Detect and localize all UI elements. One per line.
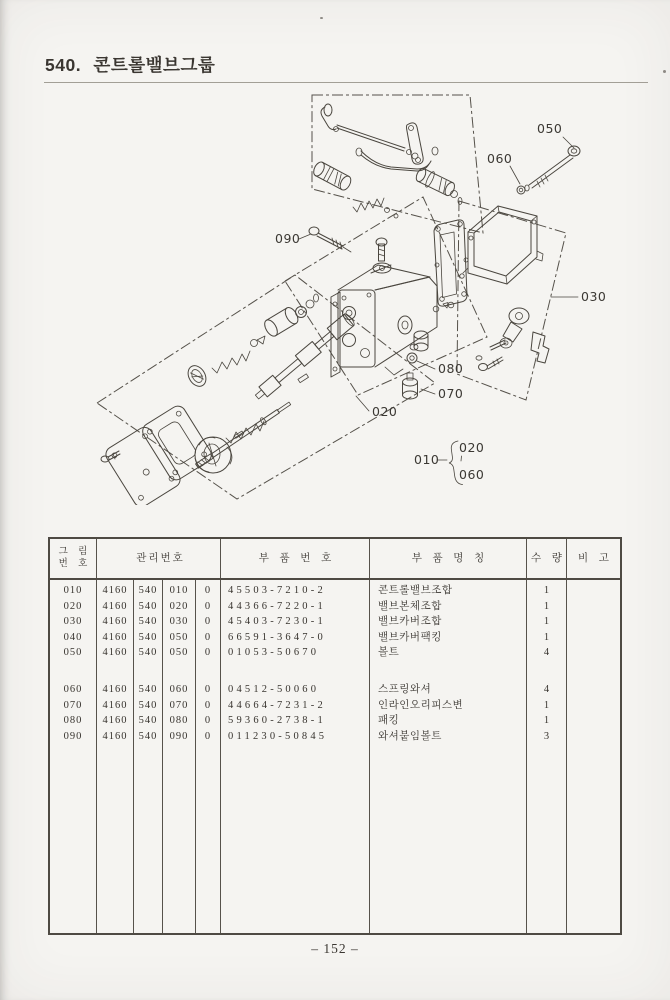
cell-fig: 020 — [50, 599, 97, 615]
assembly-item-bottom: 060 — [459, 467, 485, 482]
cell-qty: 1 — [527, 630, 567, 646]
spacer-cell — [196, 661, 221, 682]
cell-part_no: 66591-3647-0 — [221, 630, 370, 646]
cell-remarks — [567, 645, 620, 661]
header-part-no — [221, 539, 370, 578]
cell-name: 스프링와셔 — [370, 682, 527, 698]
cell-m4: 0 — [196, 713, 221, 729]
cell-remarks — [567, 713, 620, 729]
cell-m3: 060 — [163, 682, 196, 698]
cell-m1: 4160 — [97, 698, 134, 714]
spacer-cell — [221, 661, 370, 682]
callout-070: 070 — [438, 386, 464, 401]
cell-remarks — [567, 682, 620, 698]
cell-part_no: 59360-2738-1 — [221, 713, 370, 729]
cell-qty: 3 — [527, 729, 567, 745]
bolt-050 — [525, 146, 580, 191]
valve-body — [331, 238, 437, 377]
filler-cell — [196, 744, 221, 933]
bolt-090 — [309, 227, 351, 252]
table-row — [50, 729, 620, 745]
cell-m1: 4160 — [97, 713, 134, 729]
cell-m3: 050 — [163, 630, 196, 646]
header-part-name-label: 부 품 명 칭 — [411, 552, 489, 564]
cell-m1: 4160 — [97, 630, 134, 646]
exploded-diagram — [85, 85, 625, 505]
cell-name: 패킹 — [370, 713, 527, 729]
cell-m3: 080 — [163, 713, 196, 729]
header-remarks — [567, 539, 620, 578]
cell-part_no: 04512-50060 — [221, 682, 370, 698]
cell-name: 와셔붙임볼트 — [370, 729, 527, 745]
cell-fig: 080 — [50, 713, 97, 729]
cell-m3: 090 — [163, 729, 196, 745]
spacer-cell — [97, 661, 134, 682]
cell-name: 밸브카버팩킹 — [370, 630, 527, 646]
cell-remarks — [567, 583, 620, 599]
exploded-diagram-svg — [85, 85, 625, 505]
assembly-item-top: 020 — [459, 440, 485, 455]
cell-m2: 540 — [134, 583, 163, 599]
cell-m1: 4160 — [97, 583, 134, 599]
table-row — [50, 645, 620, 661]
cell-m2: 540 — [134, 630, 163, 646]
cell-m2: 540 — [134, 713, 163, 729]
header-remarks-label: 비 고 — [578, 552, 613, 564]
header-part-name — [370, 539, 527, 578]
table-row — [50, 583, 620, 599]
filler-cell — [97, 744, 134, 933]
filler-cell — [221, 744, 370, 933]
table-row — [50, 713, 620, 729]
cell-remarks — [567, 630, 620, 646]
cell-qty: 1 — [527, 698, 567, 714]
cover-bracket-parts — [476, 308, 549, 371]
cell-m1: 4160 — [97, 682, 134, 698]
cell-m3: 050 — [163, 645, 196, 661]
cell-name: 인라인오리피스변 — [370, 698, 527, 714]
cell-remarks — [567, 599, 620, 615]
cell-qty: 1 — [527, 599, 567, 615]
table-body — [50, 580, 620, 933]
cell-name: 콘트롤밸브조합 — [370, 583, 527, 599]
table-header-row — [50, 539, 620, 580]
cell-part_no: 45403-7230-1 — [221, 614, 370, 630]
assembly-main-label: 010 — [414, 452, 440, 467]
spacer-cell — [50, 661, 97, 682]
cell-remarks — [567, 614, 620, 630]
cell-m2: 540 — [134, 614, 163, 630]
cell-qty: 1 — [527, 614, 567, 630]
cell-part_no: 44366-7220-1 — [221, 599, 370, 615]
cell-qty: 4 — [527, 682, 567, 698]
callout-060: 060 — [487, 151, 513, 166]
spacer-cell — [370, 661, 527, 682]
table-row — [50, 614, 620, 630]
cell-part_no: 011230-50845 — [221, 729, 370, 745]
page-title: 540. 콘트롤밸브그룹 — [45, 55, 216, 75]
spacer-cell — [163, 661, 196, 682]
cell-fig: 050 — [50, 645, 97, 661]
filler-cell — [163, 744, 196, 933]
spacer-cell — [567, 661, 620, 682]
filler-row — [50, 744, 620, 933]
filler-cell — [370, 744, 527, 933]
table-row — [50, 630, 620, 646]
header-fig-line2: 번 호 — [58, 558, 92, 569]
filler-cell — [567, 744, 620, 933]
cell-m3: 070 — [163, 698, 196, 714]
scan-speck — [663, 70, 666, 73]
cell-m4: 0 — [196, 682, 221, 698]
header-qty — [527, 539, 567, 578]
header-part-no-label: 부 품 번 호 — [258, 552, 336, 564]
callout-030: 030 — [581, 289, 607, 304]
cell-qty: 4 — [527, 645, 567, 661]
cell-part_no: 45503-7210-2 — [221, 583, 370, 599]
linkage-parts — [312, 104, 462, 218]
header-qty-label: 수 량 — [531, 552, 566, 564]
title-underline — [44, 82, 648, 83]
spacer-cell — [134, 661, 163, 682]
cell-fig: 090 — [50, 729, 97, 745]
cell-fig: 030 — [50, 614, 97, 630]
table-row — [50, 599, 620, 615]
cell-m2: 540 — [134, 645, 163, 661]
callout-080: 080 — [438, 361, 464, 376]
parts-table — [48, 537, 622, 935]
filler-cell — [527, 744, 567, 933]
cell-m3: 030 — [163, 614, 196, 630]
cell-qty: 1 — [527, 583, 567, 599]
cell-m3: 020 — [163, 599, 196, 615]
cell-m1: 4160 — [97, 645, 134, 661]
table-row — [50, 698, 620, 714]
page-number: – 152 – — [311, 941, 359, 956]
cell-name: 밸브카버조합 — [370, 614, 527, 630]
valve-cover-box — [460, 206, 543, 284]
cell-m2: 540 — [134, 682, 163, 698]
cell-m4: 0 — [196, 630, 221, 646]
packing-080 — [407, 344, 418, 363]
callout-090: 090 — [275, 231, 301, 246]
cell-part_no: 01053-50670 — [221, 645, 370, 661]
cell-fig: 070 — [50, 698, 97, 714]
cover-gasket — [433, 220, 468, 312]
cell-name: 밸브본체조합 — [370, 599, 527, 615]
cell-m4: 0 — [196, 614, 221, 630]
table-row — [50, 682, 620, 698]
cell-m3: 010 — [163, 583, 196, 599]
cell-fig: 060 — [50, 682, 97, 698]
cell-remarks — [567, 698, 620, 714]
cell-fig: 010 — [50, 583, 97, 599]
cell-m4: 0 — [196, 645, 221, 661]
scan-speck — [320, 17, 323, 19]
callout-050: 050 — [537, 121, 563, 136]
cell-qty: 1 — [527, 713, 567, 729]
cell-m1: 4160 — [97, 599, 134, 615]
cell-m4: 0 — [196, 729, 221, 745]
cell-m2: 540 — [134, 698, 163, 714]
callout-020: 020 — [372, 404, 398, 419]
cell-m2: 540 — [134, 729, 163, 745]
cell-fig: 040 — [50, 630, 97, 646]
cell-m4: 0 — [196, 698, 221, 714]
cell-part_no: 44664-7231-2 — [221, 698, 370, 714]
end-plates — [101, 403, 232, 505]
cell-m2: 540 — [134, 599, 163, 615]
panel-top-linkage — [312, 95, 483, 233]
cell-m1: 4160 — [97, 614, 134, 630]
header-fig-line1: 그 림 — [58, 546, 92, 557]
header-mgmt-label: 관리번호 — [136, 552, 185, 564]
panel-left-group — [97, 275, 435, 499]
cell-m4: 0 — [196, 583, 221, 599]
filler-cell — [50, 744, 97, 933]
spacer-row — [50, 661, 620, 682]
filler-cell — [134, 744, 163, 933]
washer-060 — [517, 186, 525, 194]
cell-m4: 0 — [196, 599, 221, 615]
cell-m1: 4160 — [97, 729, 134, 745]
cell-remarks — [567, 729, 620, 745]
cell-name: 볼트 — [370, 645, 527, 661]
spool-and-spring-parts — [184, 294, 355, 469]
spacer-cell — [527, 661, 567, 682]
header-mgmt-no — [97, 539, 221, 578]
header-fig-no — [50, 539, 97, 578]
